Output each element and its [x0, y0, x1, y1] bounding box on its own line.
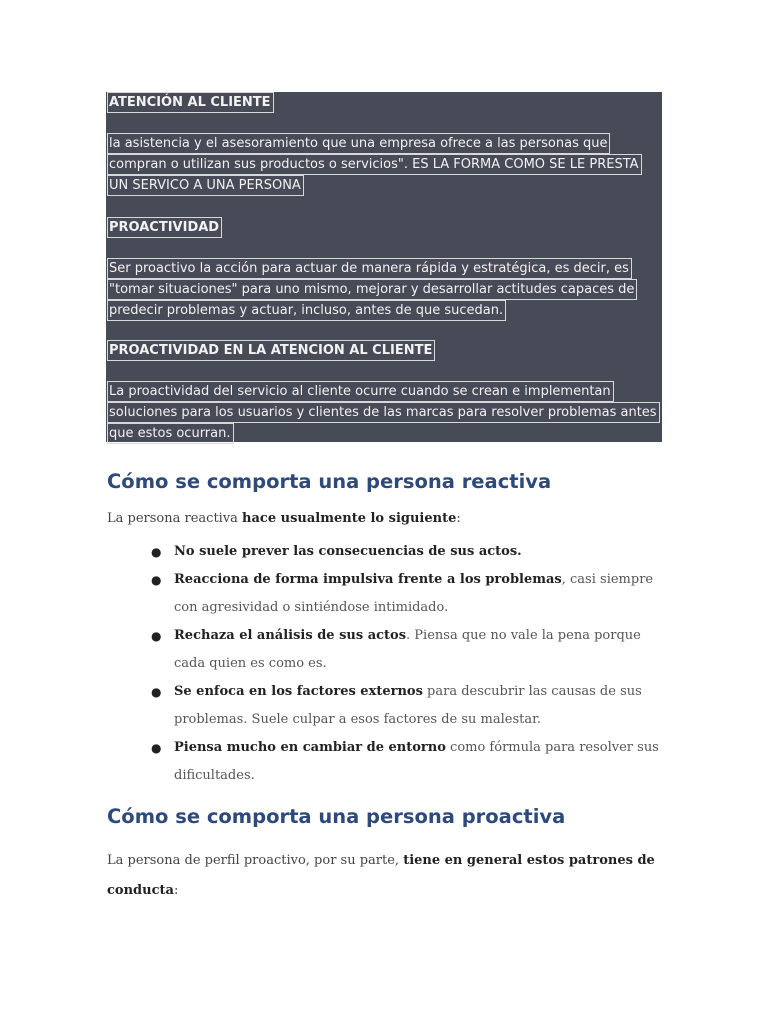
item-bold: No suele prever las consecuencias de sus actos. — [174, 544, 522, 559]
section-heading-proactividad-atencion: PROACTIVIDAD EN LA ATENCION AL CLIENTE — [107, 340, 435, 361]
bullet-icon: ● — [151, 685, 162, 699]
text-line: "tomar situaciones" para uno mismo, mejorar y desarrollar actitudes capaces de — [107, 279, 637, 300]
bullet-icon: ● — [151, 573, 162, 587]
text-line: La proactividad del servicio al cliente ocurre cuando se crean e implementan — [107, 381, 614, 402]
text-line: UN SERVICO A UNA PERSONA — [107, 175, 304, 196]
item-bold: Reacciona de forma impulsiva frente a los problemas — [174, 572, 562, 587]
intro-text: La persona reactiva — [107, 511, 243, 526]
summary-box — [106, 92, 662, 442]
section-heading-proactividad: PROACTIVIDAD — [107, 217, 222, 238]
section-heading-atencion: ATENCIÓN AL CLIENTE — [107, 92, 274, 113]
item-bold: Rechaza el análisis de sus actos — [174, 628, 407, 643]
item-text: cada quien es como es. — [174, 656, 327, 671]
text-line: predecir problemas y actuar, incluso, antes de que sucedan. — [107, 300, 506, 321]
text-line: que estos ocurran. — [107, 423, 234, 444]
item-text: problemas. Suele culpar a esos factores de su malestar. — [174, 712, 542, 727]
reactive-heading: Cómo se comporta una persona reactiva — [107, 470, 552, 493]
text-line: la asistencia y el asesoramiento que una empresa ofrece a las personas que — [107, 133, 610, 154]
item-text: , casi siempre — [561, 572, 654, 587]
text-line: compran o utilizan sus productos o servicios". ES LA FORMA COMO SE LE PRESTA — [107, 154, 642, 175]
proactive-heading: Cómo se comporta una persona proactiva — [107, 805, 566, 828]
item-bold: Se enfoca en los factores externos — [174, 684, 423, 699]
proactive-intro — [107, 846, 655, 906]
list-item — [150, 734, 659, 790]
reactive-intro — [107, 511, 461, 526]
item-bold: Piensa mucho en cambiar de entorno — [174, 740, 446, 755]
intro-text: La persona de perfil proactivo, por su parte, — [107, 853, 404, 868]
item-text: dificultades. — [174, 768, 255, 783]
intro-end: : — [173, 883, 179, 898]
list-item — [150, 538, 659, 566]
intro-bold: hace usualmente lo siguiente — [242, 511, 457, 526]
bullet-icon: ● — [151, 629, 162, 643]
item-text: como fórmula para resolver sus — [445, 740, 659, 755]
bullet-icon: ● — [151, 545, 162, 559]
item-text: . Piensa que no vale la pena porque — [406, 628, 641, 643]
list-item — [150, 678, 659, 734]
intro-bold: conducta — [107, 883, 174, 898]
item-text: con agresividad o sintiéndose intimidado. — [174, 600, 449, 615]
reactive-list — [150, 538, 659, 790]
item-text: para descubrir las causas de sus — [422, 684, 642, 699]
bullet-icon: ● — [151, 741, 162, 755]
text-line: Ser proactivo la acción para actuar de manera rápida y estratégica, es decir, es — [107, 258, 632, 279]
text-line: soluciones para los usuarios y clientes de las marcas para resolver problemas antes — [107, 402, 660, 423]
intro-end: : — [456, 511, 461, 526]
list-item — [150, 622, 659, 678]
list-item — [150, 566, 659, 622]
intro-bold: tiene en general estos patrones de — [403, 853, 655, 868]
